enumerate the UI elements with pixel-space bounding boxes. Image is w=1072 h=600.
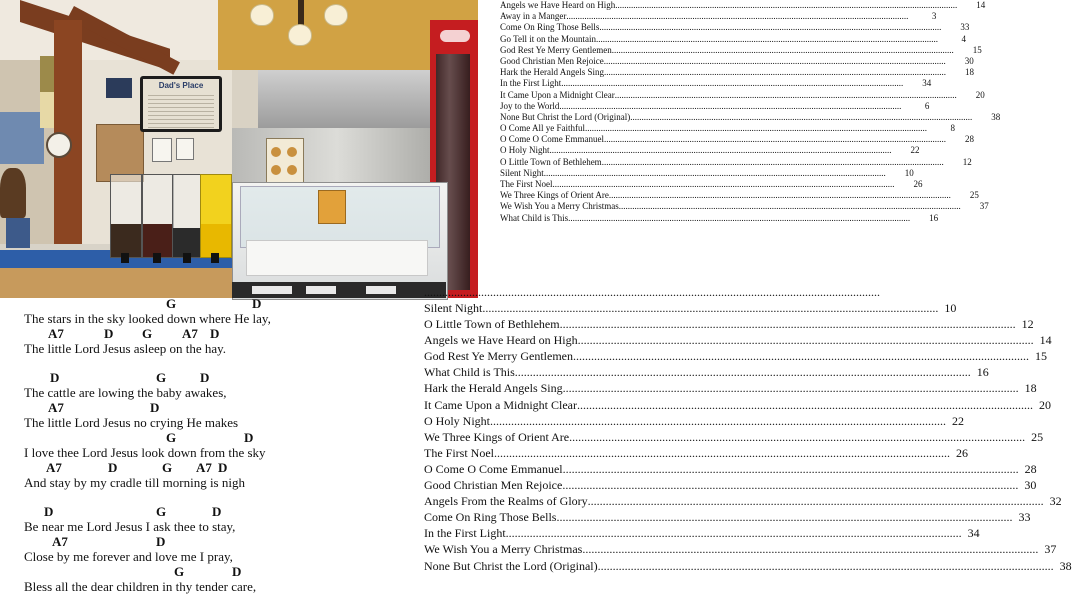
verse-gap	[24, 490, 414, 504]
index-row	[500, 55, 974, 67]
index-leader: ........................................................................................................................................................	[566, 11, 909, 22]
index-leader: ........................................................................................................................................................	[505, 526, 962, 541]
fridge-logo	[440, 30, 470, 42]
index-leader: ........................................................................................................................................................	[618, 201, 961, 212]
song-title: O Holy Night	[424, 413, 490, 428]
index-row	[424, 429, 1044, 445]
page-number: 20	[975, 89, 985, 100]
page-number: 3	[931, 11, 937, 22]
song-title: God Rest Ye Merry Gentlemen	[424, 349, 573, 364]
chord: D	[252, 296, 262, 311]
index-leader: ........................................................................................................................................................	[587, 494, 1044, 509]
page-number: 37	[1044, 542, 1057, 557]
index-row	[424, 445, 968, 461]
song-index-by-page	[424, 285, 1072, 574]
index-row	[500, 11, 937, 22]
song-title: It Came Upon a Midnight Clear	[500, 89, 615, 100]
song-title: Hark the Herald Angels Sing	[424, 381, 563, 396]
page-number: 8	[950, 123, 955, 134]
menu-board	[266, 138, 304, 184]
page-number: 26	[913, 179, 923, 189]
page-number: 12	[962, 156, 972, 167]
index-row	[500, 145, 920, 156]
lamp-icon	[288, 24, 312, 46]
song-index-alphabetical	[500, 0, 1001, 224]
steel-backsplash	[232, 128, 442, 188]
index-row	[424, 558, 1072, 574]
chord: D	[50, 370, 60, 385]
tap-icon	[183, 253, 191, 263]
index-row	[500, 89, 985, 101]
song-title: Joy to the World	[500, 100, 560, 111]
song-title: In the First Light	[500, 78, 562, 89]
index-row	[500, 111, 1001, 123]
chord-line	[24, 460, 414, 475]
page-number: 32	[1049, 494, 1062, 509]
index-row	[500, 22, 970, 33]
wall-clock-icon	[46, 132, 72, 158]
song-title: We Wish You a Merry Christmas	[500, 201, 619, 212]
song-title: We Three Kings of Orient Are	[500, 190, 609, 201]
index-row	[424, 316, 1034, 332]
song-title: Come On Ring Those Bells	[500, 22, 600, 33]
cup-stack	[6, 218, 30, 248]
lamp-icon	[250, 4, 274, 26]
lyric-line: The little Lord Jesus no crying He makes	[24, 415, 239, 430]
small-sign	[106, 78, 132, 98]
chord: D	[44, 504, 54, 519]
lamp-icon	[324, 4, 348, 26]
index-leader: ........................................................................................................................................................	[603, 67, 946, 78]
page-number: 34	[922, 78, 932, 89]
page-number: 30	[1024, 478, 1037, 493]
tv-screen	[143, 79, 219, 129]
index-row	[424, 397, 1051, 413]
index-row	[500, 190, 979, 201]
chord-line	[24, 534, 414, 549]
chord: G	[166, 430, 177, 445]
index-row	[500, 33, 966, 45]
page-number: 22	[910, 145, 920, 156]
page-number: 38	[991, 111, 1001, 122]
index-leader: ........................................................................................................................................................	[559, 100, 902, 111]
song-title: O Little Town of Bethlehem	[424, 317, 560, 332]
index-leader: ........................................................................................................................................................	[608, 190, 951, 201]
index-row	[500, 212, 939, 224]
index-leader: ........................................................................................................................................................	[603, 134, 946, 145]
index-leader: ........................................................................................................................................................	[595, 33, 938, 44]
index-row	[500, 44, 982, 56]
counter-front	[0, 268, 240, 298]
index-leader: ........................................................................................................................................................	[597, 558, 1054, 573]
index-row	[500, 179, 923, 190]
index-leader: ........................................................................................................................................................	[603, 55, 946, 66]
chord-line	[24, 296, 414, 311]
song-title: Angels we Have Heard on High	[424, 333, 578, 348]
index-leader: ........................................................................................................................................................	[482, 301, 939, 315]
index-row	[500, 201, 989, 212]
drink-dispenser	[142, 174, 174, 258]
song-title: Good Christian Men Rejoice	[424, 478, 563, 493]
song-title: What Child is This	[424, 365, 515, 380]
song-title: Go Tell it on the Mountain	[500, 33, 596, 44]
index-row	[424, 300, 957, 316]
index-row	[424, 525, 980, 541]
chord: D	[232, 564, 242, 579]
chord: G	[174, 564, 185, 579]
index-row	[500, 0, 986, 11]
index-row	[424, 284, 880, 300]
index-leader: ........................................................................................................................................................	[559, 317, 1016, 332]
kitchen-hood	[258, 70, 438, 128]
index-leader: ........................................................................................................................................................	[568, 212, 911, 223]
chord: A7	[52, 534, 68, 549]
verse-gap	[24, 356, 414, 370]
lyric-line: The stars in the sky looked down where He lay,	[24, 311, 271, 326]
page-number: 25	[1031, 429, 1044, 444]
page-number: 15	[972, 44, 982, 55]
food-photo	[271, 147, 281, 157]
song-title: We Three Kings of Orient Are	[424, 429, 570, 444]
chord: G	[162, 460, 173, 475]
chord-line	[24, 400, 414, 415]
index-leader: ........................................................................................................................................................	[562, 461, 1019, 476]
food-photo	[287, 165, 297, 175]
page-number: 28	[964, 134, 974, 145]
lyric-line: The little Lord Jesus asleep on the hay.	[24, 341, 227, 356]
drink-dispenser	[200, 174, 232, 258]
song-title: O Come O Come Emmanuel	[500, 134, 604, 145]
page-number: 14	[976, 0, 986, 10]
chord: D	[244, 430, 254, 445]
page-number: 18	[1024, 381, 1037, 396]
chord: A7	[182, 326, 198, 341]
index-row	[424, 413, 964, 429]
lyric-line: The cattle are lowing the baby awakes,	[24, 385, 227, 400]
page-number: 33	[960, 22, 970, 33]
chord: G	[166, 296, 177, 311]
page-number: 4	[961, 33, 966, 44]
index-leader: ........................................................................................................................................................	[552, 179, 895, 189]
chord: D	[200, 370, 210, 385]
index-leader: ........................................................................................................................................................	[599, 22, 942, 33]
page-number: 34	[967, 526, 980, 541]
page-number: 25	[969, 190, 979, 201]
song-title: God Rest Ye Merry Gentlemen	[500, 44, 612, 55]
index-row	[500, 123, 955, 134]
page-number: 10	[944, 301, 957, 315]
display-tray	[246, 240, 428, 276]
index-row	[424, 509, 1031, 525]
chord-line	[24, 430, 414, 445]
index-row-cut-off	[424, 285, 880, 300]
index-row	[424, 493, 1062, 509]
index-leader: ........................................................................................................................................................	[630, 111, 973, 122]
index-leader: ........................................................................................................................................................	[562, 478, 1019, 493]
case-label	[306, 286, 336, 294]
index-leader: ........................................................................................................................................................	[615, 0, 958, 10]
lyrics-with-chords	[24, 296, 414, 594]
chord: A7	[46, 460, 62, 475]
index-row	[500, 134, 974, 145]
song-title: Away in a Manger	[500, 11, 567, 22]
chord: A7	[196, 460, 212, 475]
lyric-line: And stay by my cradle till morning is nigh	[24, 475, 245, 490]
song-title: O Come O Come Emmanuel	[424, 461, 563, 476]
chord: D	[104, 326, 114, 341]
index-row	[424, 332, 1052, 348]
song-title: The First Noel	[424, 445, 494, 460]
index-leader: ........................................................................................................................................................	[585, 123, 927, 134]
chord: G	[156, 504, 167, 519]
index-leader: ........................................................................................................................................................	[572, 349, 1029, 364]
page-number: 6	[924, 100, 930, 111]
index-leader: ........................................................................................................................................................	[577, 333, 1034, 348]
chord: A7	[48, 400, 64, 415]
index-row	[424, 461, 1037, 477]
page-number: 30	[964, 55, 974, 66]
chord-line	[24, 564, 414, 579]
wall-picture	[0, 112, 44, 164]
lyric-line: I love thee Lord Jesus look down from the sky	[24, 445, 266, 460]
tv-title: Dad's Place	[158, 81, 204, 90]
index-row	[424, 477, 1037, 493]
case-label	[366, 286, 396, 294]
lyric-line: Close by me forever and love me I pray,	[24, 549, 233, 564]
page-number: 12	[1021, 317, 1034, 332]
index-leader: ........................................................................................................................................................	[601, 156, 944, 167]
page-number: 26	[956, 445, 968, 460]
chord-line	[24, 370, 414, 385]
index-leader: ........................................................................................................................................................	[490, 413, 946, 428]
index-leader: ........................................................................................................................................................	[549, 145, 892, 156]
page-number: 33	[1018, 510, 1031, 525]
case-label	[252, 286, 292, 294]
chord: A7	[48, 326, 64, 341]
moose-head-decoration	[0, 168, 26, 218]
index-row	[500, 78, 932, 89]
wall-notice	[152, 138, 172, 162]
index-leader: ........................................................................................................................................................	[569, 429, 1026, 444]
song-title: Come On Ring Those Bells	[424, 510, 557, 525]
index-list	[424, 300, 1072, 574]
song-title: Angels we Have Heard on High	[500, 0, 616, 10]
song-title: Silent Night	[500, 167, 544, 178]
song-title: O Holy Night	[500, 145, 550, 156]
song-title: Good Christian Men Rejoice	[500, 55, 604, 66]
tap-icon	[153, 253, 161, 263]
page-number: 16	[976, 365, 989, 380]
index-leader: ........................................................................................................................................................	[556, 510, 1013, 525]
song-title: None But Christ the Lord (Original)	[500, 111, 631, 122]
chord-line	[24, 504, 414, 519]
index-leader: ........................................................................................................................................................	[424, 285, 880, 299]
page-number: 18	[964, 67, 974, 78]
index-leader: ........................................................................................................................................................	[614, 89, 957, 100]
tap-icon	[121, 253, 129, 263]
chord: G	[142, 326, 153, 341]
index-row	[424, 364, 989, 380]
song-title: Hark the Herald Angels Sing	[500, 67, 604, 78]
chord: D	[210, 326, 220, 341]
chord-line	[24, 326, 414, 341]
chord: D	[156, 534, 166, 549]
chord: D	[212, 504, 222, 519]
index-leader: ........................................................................................................................................................	[561, 78, 904, 89]
food-photo	[271, 165, 281, 175]
chord: D	[218, 460, 228, 475]
page-number: 20	[1038, 397, 1051, 412]
song-title: What Child is This	[500, 212, 569, 223]
page-number: 16	[929, 212, 939, 223]
chord: G	[156, 370, 167, 385]
index-leader: ........................................................................................................................................................	[576, 397, 1033, 412]
index-leader: ........................................................................................................................................................	[494, 445, 950, 460]
page-number: 10	[904, 167, 914, 178]
index-row	[424, 348, 1047, 364]
index-row	[424, 380, 1037, 396]
index-row	[500, 156, 972, 168]
index-leader: ........................................................................................................................................................	[582, 542, 1039, 557]
page-number: 28	[1024, 461, 1037, 476]
song-title: None But Christ the Lord (Original)	[424, 558, 598, 573]
page-number: 37	[979, 201, 989, 212]
song-title: O Come All ye Faithful	[500, 123, 585, 134]
page-number: 14	[1039, 333, 1052, 348]
page-number: 22	[952, 413, 964, 428]
page-number: 15	[1034, 349, 1047, 364]
index-leader: ........................................................................................................................................................	[611, 44, 954, 55]
snack-package	[318, 190, 346, 224]
song-title: We Wish You a Merry Christmas	[424, 542, 583, 557]
song-title: It Came Upon a Midnight Clear	[424, 397, 577, 412]
song-title: The First Noel	[500, 179, 553, 189]
index-row	[500, 67, 974, 78]
song-title: Angels From the Realms of Glory	[424, 494, 588, 509]
drink-dispenser	[110, 174, 142, 258]
tap-icon	[211, 253, 219, 263]
song-title: O Little Town of Bethlehem	[500, 156, 602, 167]
menu-tv	[140, 76, 222, 132]
index-leader: ........................................................................................................................................................	[543, 167, 886, 178]
lyric-line: Be near me Lord Jesus I ask thee to stay,	[24, 519, 236, 534]
index-leader: ........................................................................................................................................................	[562, 381, 1019, 396]
tv-menu-lines	[148, 92, 213, 129]
cafe-photo	[0, 0, 478, 298]
index-row	[500, 167, 914, 179]
page-number: 38	[1059, 558, 1072, 573]
index-row	[500, 100, 930, 112]
index-row	[424, 541, 1057, 557]
food-photo	[287, 147, 297, 157]
wall-notice	[176, 138, 194, 160]
chord: D	[108, 460, 118, 475]
song-title: In the First Light	[424, 526, 506, 541]
song-title: Silent Night	[424, 301, 483, 315]
chord: D	[150, 400, 160, 415]
index-leader: ........................................................................................................................................................	[514, 365, 971, 380]
lyric-line: Bless all the dear children in thy tender care,	[24, 579, 257, 594]
